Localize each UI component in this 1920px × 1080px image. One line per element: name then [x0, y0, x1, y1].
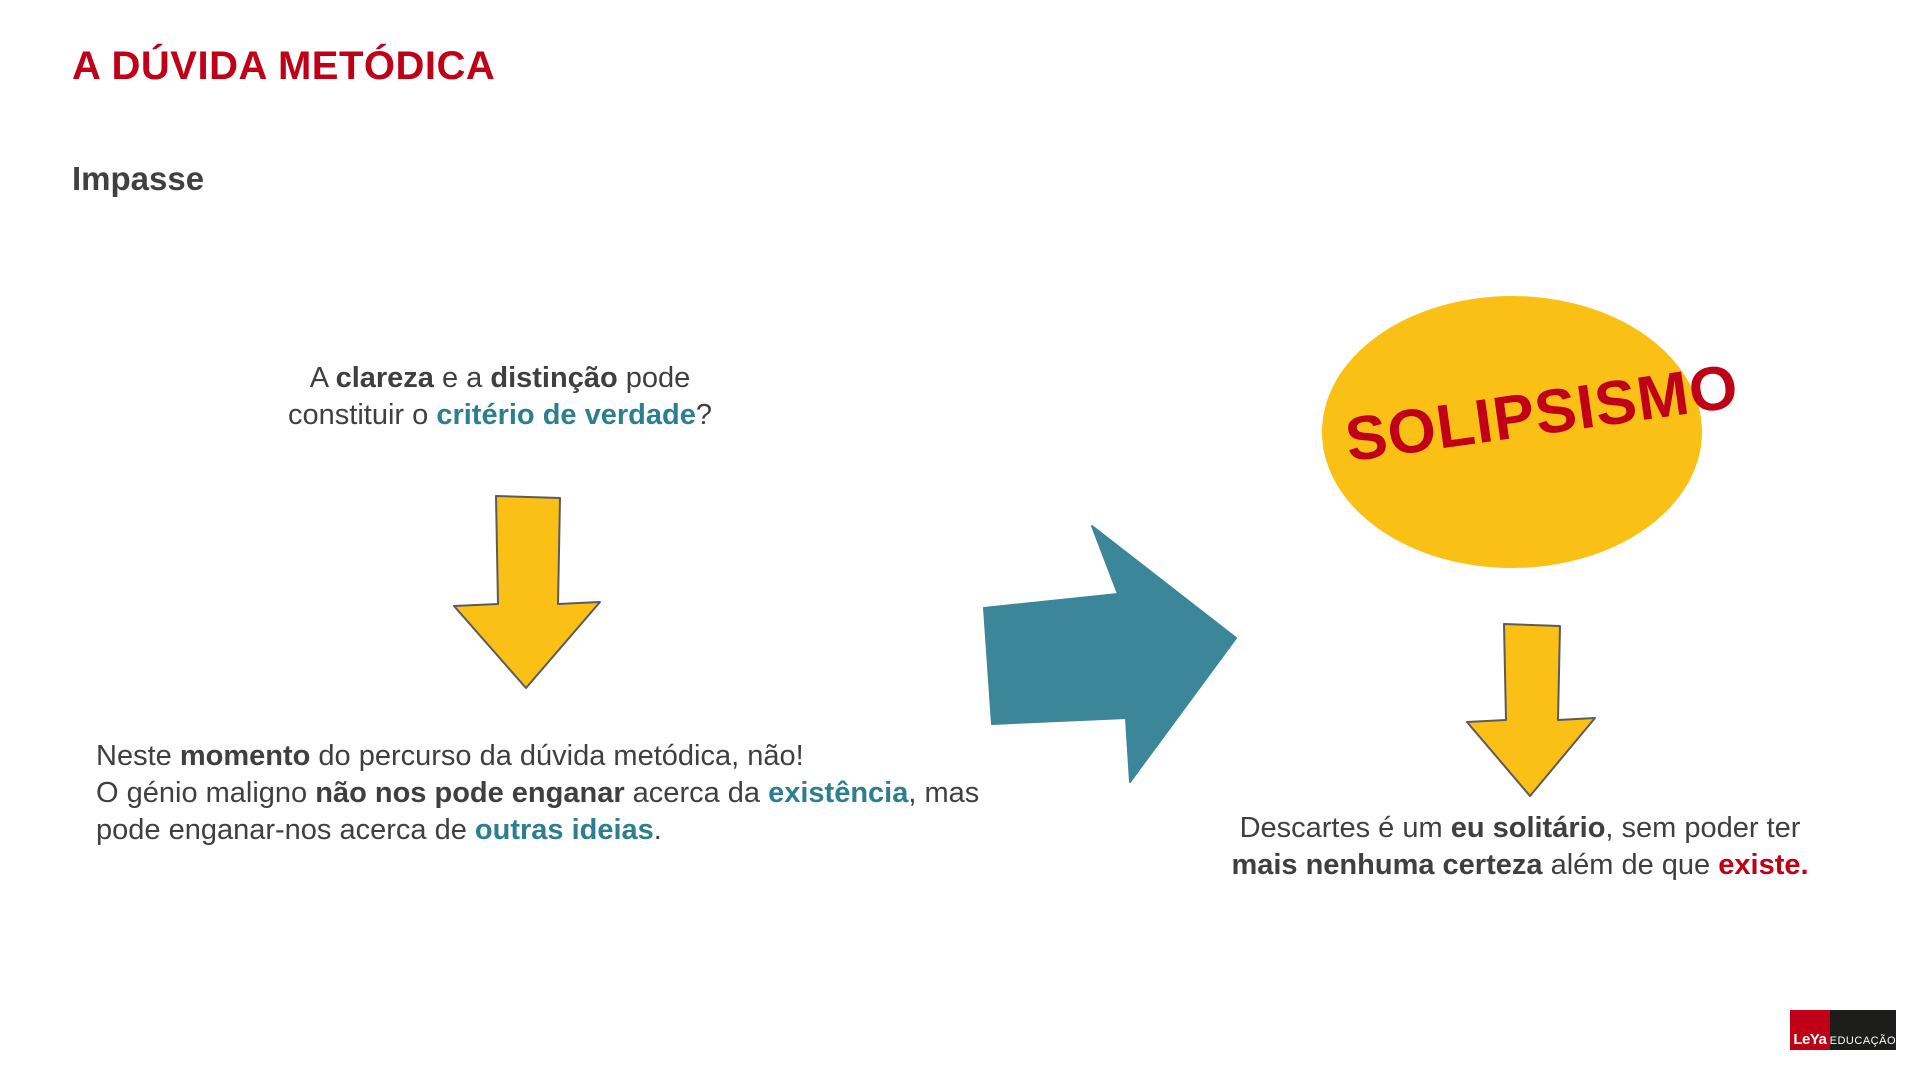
arrow-down-icon-left: [448, 492, 608, 692]
answer-bold-momento: momento: [179, 740, 311, 772]
answer-seg-3: O génio maligno: [96, 777, 316, 810]
answer-seg-2: do percurso da dúvida metódica, não!: [310, 740, 804, 772]
question-seg-1: A: [309, 362, 336, 394]
answer-seg-4: acerca da: [624, 777, 769, 810]
answer-seg-1: Neste: [96, 740, 180, 772]
solipsismo-label: SOLIPSISMO: [1341, 351, 1743, 476]
solipsismo-shape: [1322, 296, 1743, 568]
solipsism-seg-2: , sem poder ter: [1605, 812, 1801, 844]
solipsism-red-existe: existe.: [1718, 849, 1809, 882]
solipsism-seg-3: além de que: [1542, 849, 1719, 882]
page-title: A DÚVIDA METÓDICA: [72, 44, 496, 88]
question-seg-2: e a: [433, 362, 491, 394]
answer-seg-5: , mas pode enganar-nos acerca de: [96, 777, 980, 847]
logo-label: EDUCAÇÃO: [1830, 1010, 1896, 1050]
answer-teal-outras-ideias: outras ideias: [474, 814, 654, 847]
answer-teal-existencia: existência: [768, 777, 909, 810]
question-bold-distincao: distinção: [490, 362, 618, 394]
arrow-down-icon-right: [1462, 620, 1602, 800]
arrow-right-icon: [980, 520, 1248, 790]
question-seg-4: constituir o: [288, 399, 437, 432]
solipsism-bold-mais-nenhuma-certeza: mais nenhuma certeza: [1231, 849, 1543, 882]
answer-bold-nao-nos-pode-enganar: não nos pode enganar: [315, 777, 625, 810]
solipsism-bold-eu-solitario: eu solitário: [1450, 812, 1606, 844]
question-bold-clareza: clareza: [335, 362, 434, 394]
page-subtitle: Impasse: [72, 160, 205, 197]
publisher-logo: [1790, 1010, 1896, 1050]
logo-mark: [1790, 1010, 1830, 1050]
question-text-block: [180, 360, 820, 434]
question-seg-5: ?: [695, 399, 712, 432]
logo-mark-text: LeYa: [1793, 1031, 1827, 1048]
answer-text-block: [96, 738, 996, 849]
question-teal-criterio: critério de verdade: [436, 399, 696, 432]
solipsism-seg-1: Descartes é um: [1239, 812, 1451, 844]
question-seg-3: pode: [617, 362, 691, 394]
answer-seg-6: .: [653, 814, 662, 847]
solipsism-text-block: [1230, 810, 1810, 884]
